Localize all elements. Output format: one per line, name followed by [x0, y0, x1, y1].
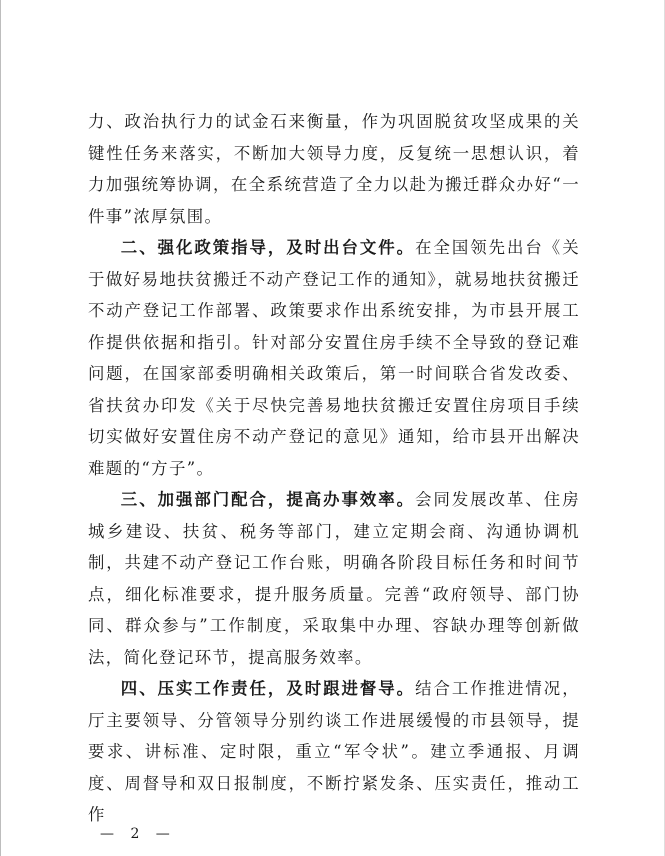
paragraph-text: 会同发展改革、住房城乡建设、扶贫、税务等部门，建立定期会商、沟通协调机制，共建不动产登记工作台账，明确各阶段目标任务和时间节点，细化标准要求，提升服务质量。完善“政府领导、部门协同、群众参与”工作制度，采取集中办理、容缺办理等创新做法，简化登记环节，提高服务效率。: [88, 490, 580, 667]
document-body: [88, 106, 580, 831]
paragraph-heading: 二、强化政策指导，及时出台文件。: [120, 238, 416, 257]
paragraph-continuation: [88, 106, 580, 232]
paragraph-responsibility: [88, 673, 580, 831]
paragraph-heading: 四、压实工作责任，及时跟进督导。: [120, 679, 416, 698]
paragraph-policy-guidance: [88, 232, 580, 484]
paragraph-text: 在全国领先出台《关于做好易地扶贫搬迁不动产登记工作的通知》，就易地扶贫搬迁不动产登记工作部署、政策要求作出系统安排，为市县开展工作提供依据和指引。针对部分安置住房手续不全导致的登记难问题，在国家部委明确相关政策后，第一时间联合省发改委、省扶贫办印发《关于尽快完善易地扶贫搬迁安置住房项目手续切实做好安置住房不动产登记的意见》通知，给市县开出解决难题的“方子”。: [88, 238, 580, 478]
paragraph-text: 结合工作推进情况，厅主要领导、分管领导分别约谈工作进展缓慢的市县领导，提要求、讲标准、定时限，重立“军令状”。建立季通报、月调度、周督导和双日报制度，不断拧紧发条、压实责任，推动工作: [88, 679, 580, 824]
paragraph-text: 力、政治执行力的试金石来衡量，作为巩固脱贫攻坚成果的关键性任务来落实，不断加大领导力度，反复统一思想认识，着力加强统筹协调，在全系统营造了全力以赴为搬迁群众办好“一件事”浓厚氛围。: [88, 112, 580, 226]
paragraph-department-cooperation: [88, 484, 580, 673]
page-number: — 2 —: [100, 826, 176, 842]
page-edge: [0, 0, 1, 856]
paragraph-heading: 三、加强部门配合，提高办事效率。: [120, 490, 416, 509]
